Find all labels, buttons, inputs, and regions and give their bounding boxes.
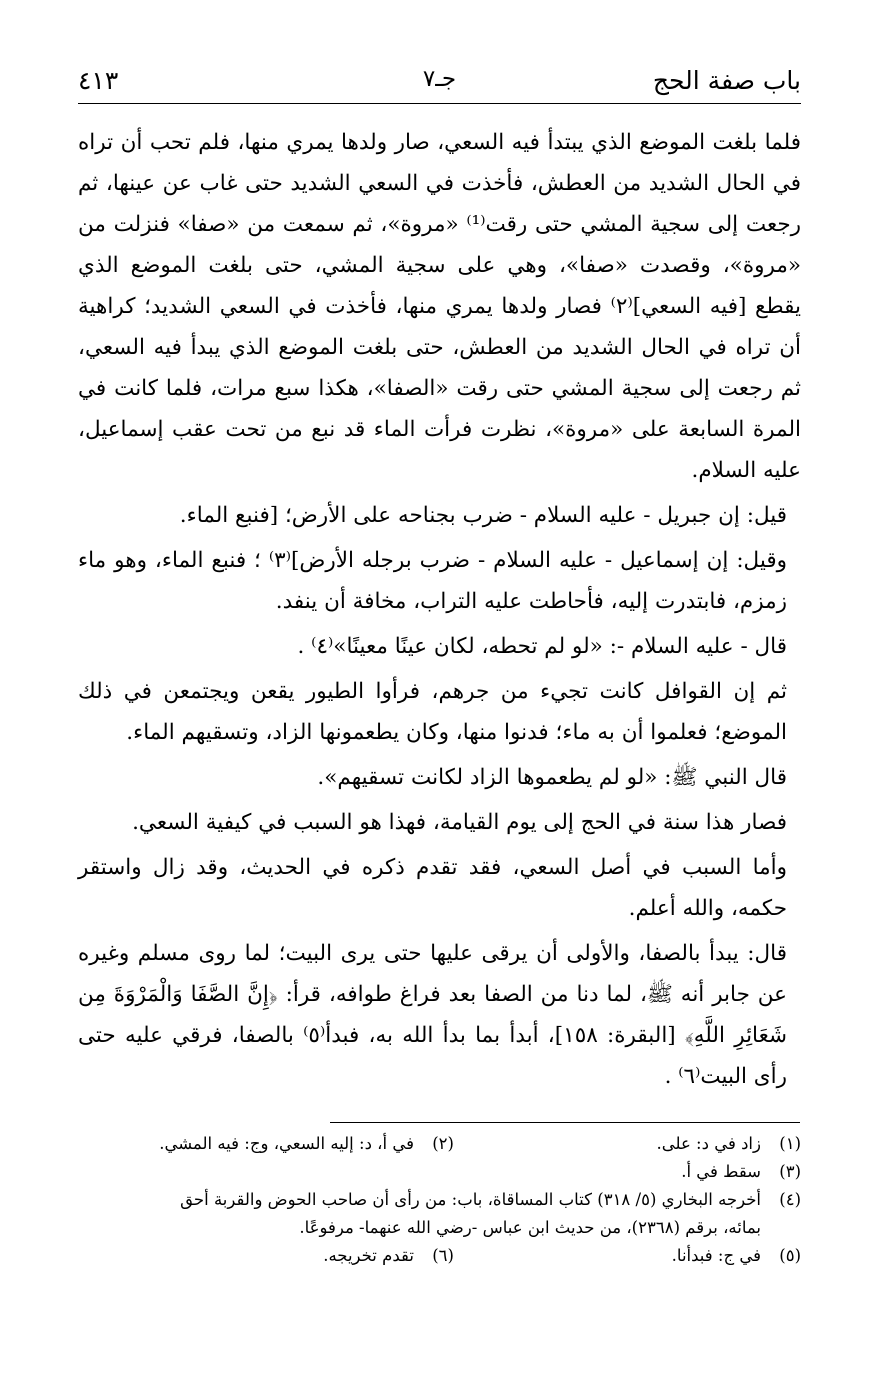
paragraph: قيل: إن جبريل - عليه السلام - ضرب بجناحه على الأرض؛ [فنبع الماء. bbox=[179, 503, 787, 528]
running-header bbox=[78, 62, 801, 102]
paragraph: وقيل: إن إسماعيل - عليه السلام - ضرب برجله الأرض]⁽٣⁾ ؛ فنبع الماء، وهو ماء زمزم، فابتدرت إليه، فأحاطت عليه التراب، مخافة أن ينفد. bbox=[78, 548, 787, 614]
footnotes bbox=[78, 1130, 801, 1270]
footnote-number: (٤) bbox=[779, 1190, 801, 1209]
footnote-text: سقط في أ. bbox=[681, 1162, 761, 1181]
paragraph: فلما بلغت الموضع الذي يبتدأ فيه السعي، صار ولدها يمري منها، فلم تحب أن تراه في الحال الشديد من العطش، فأخذت في السعي الشديد حتى غاب عن عينها، ثم رجعت إلى سجية المشي حتى رقت⁽¹⁾ «مروة»، ثم سمعت من «صفا» فنزلت من «مروة»، وقصدت «صفا»، وهي على سجية المشي، حتى بلغت الموضع الذي يقطع [فيه السعي]⁽٢⁾ فصار ولدها يمري منها، فأخذت في السعي الشديد؛ كراهية أن تراه في الحال الشديد من العطش، حتى بلغت الموضع الذي يبدأ فيه السعي، ثم رجعت إلى سجية المشي حتى رقت «الصفا»، هكذا سبع مرات، فلما كانت في المرة السابعة على «مروة»، نظرت فرأت الماء قد نبع من تحت عقب إسماعيل، عليه السلام. bbox=[78, 130, 802, 483]
volume-label: جـ٧ bbox=[422, 66, 457, 92]
footnote-row bbox=[78, 1158, 801, 1186]
paragraph: فصار هذا سنة في الحج إلى يوم القيامة، فهذا هو السبب في كيفية السعي. bbox=[132, 810, 787, 835]
footnote-text: تقدم تخريجه. bbox=[323, 1246, 414, 1265]
footnote-text: في أ، د: إليه السعي، وج: فيه المشي. bbox=[159, 1134, 414, 1153]
footnote-number: (١) bbox=[779, 1134, 801, 1153]
chapter-title: باب صفة الحج bbox=[652, 66, 801, 95]
footnote-number: (٢) bbox=[432, 1134, 454, 1153]
footnote-text: بمائه، برقم (٢٣٦٨)، من حديث ابن عباس -رضي الله عنهما- مرفوعًا. bbox=[299, 1218, 761, 1237]
footnote-row bbox=[78, 1130, 801, 1158]
footnote-number: (٦) bbox=[432, 1246, 454, 1265]
footnote-row bbox=[78, 1242, 801, 1270]
footnote-row bbox=[78, 1186, 801, 1214]
page-number: ٤١٣ bbox=[78, 66, 119, 95]
footnote-number: (٣) bbox=[779, 1162, 801, 1181]
main-text bbox=[78, 122, 801, 1101]
header-divider bbox=[78, 103, 801, 104]
paragraph: وأما السبب في أصل السعي، فقد تقدم ذكره في الحديث، وقد زال واستقر حكمه، والله أعلم. bbox=[78, 855, 787, 921]
footnote-text: زاد في د: على. bbox=[656, 1134, 761, 1153]
paragraph: قال النبي ﷺ: «لو لم يطعموها الزاد لكانت تسقيهم». bbox=[317, 765, 787, 790]
footnote-number: (٥) bbox=[779, 1246, 801, 1265]
footnote-divider bbox=[330, 1122, 800, 1123]
footnote-text: أخرجه البخاري (٥/ ٣١٨) كتاب المساقاة، باب: من رأى أن صاحب الحوض والقربة أحق bbox=[180, 1190, 761, 1209]
paragraph: ثم إن القوافل كانت تجيء من جرهم، فرأوا الطيور يقعن ويجتمعن في ذلك الموضع؛ فعلموا أن به ماء؛ فدنوا منها، وكان يطعمونها الزاد، وتسقيهم الماء. bbox=[78, 679, 787, 745]
paragraph: قال: يبدأ بالصفا، والأولى أن يرقى عليها حتى يرى البيت؛ لما روى مسلم وغيره عن جابر أنه ﷺ، لما دنا من الصفا بعد فراغ طوافه، قرأ: ﴿إِنَّ الصَّفَا وَالْمَرْوَةَ مِن شَعَائِرِ اللَّهِ﴾ [البقرة: ١٥٨]، أبدأ بما بدأ الله به، فبدأ⁽٥⁾ بالصفا، فرقي عليه حتى رأى البيت⁽٦⁾ . bbox=[78, 941, 787, 1089]
paragraph: قال - عليه السلام -: «لو لم تحطه، لكان عينًا معينًا»⁽٤⁾ . bbox=[297, 634, 787, 659]
footnote-continuation bbox=[78, 1214, 801, 1242]
footnote-text: في ج: فبدأنا. bbox=[671, 1246, 761, 1265]
